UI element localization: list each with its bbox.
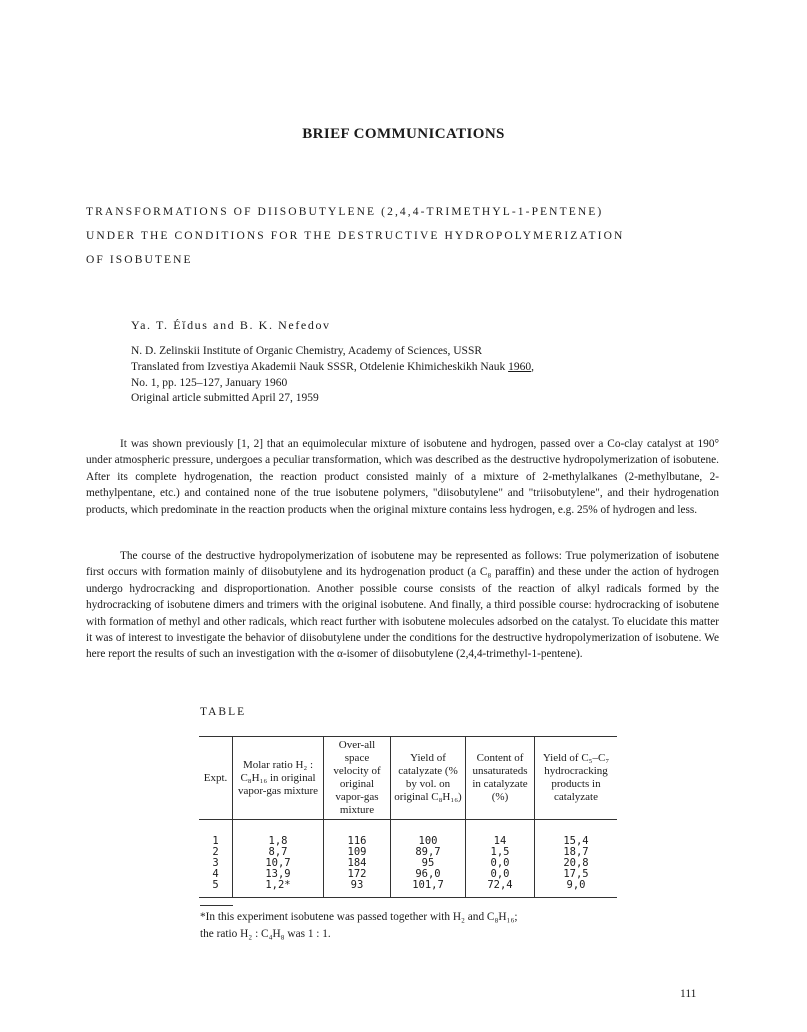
cell: 172 — [324, 869, 391, 880]
issue: No. 1, pp. 125–127, January 1960 — [131, 377, 288, 389]
results-table — [199, 736, 617, 898]
header-expt: Expt. — [199, 737, 233, 820]
cell: 14 — [466, 820, 535, 848]
cell: 100 — [391, 820, 466, 848]
header-space-velocity: Over-all space velocity of original vapor-gas mixture — [324, 737, 391, 820]
section-heading: BRIEF COMMUNICATIONS — [302, 126, 505, 142]
cell: 2 — [212, 846, 219, 858]
table-header-row — [199, 737, 617, 820]
cell: 3 — [212, 857, 219, 869]
header-hydrocracking-yield: Yield of C₅–C₇ hydrocracking products in catalyzate — [535, 737, 618, 820]
cell: 15,4 — [535, 820, 618, 848]
cell: 20,8 — [535, 858, 618, 869]
article-title-line-3: OF ISOBUTENE — [86, 254, 193, 266]
cell: 1,2* — [233, 880, 324, 898]
cell: 18,7 — [535, 847, 618, 858]
cell: 116 — [324, 820, 391, 848]
cell: 8,7 — [233, 847, 324, 858]
table-label: TABLE — [200, 706, 247, 718]
cell: 109 — [324, 847, 391, 858]
article-title-line-2: UNDER THE CONDITIONS FOR THE DESTRUCTIVE HYDROPOLYMERIZATION — [86, 230, 625, 242]
footnote-line-2: the ratio H₂ : C₄H₈ was 1 : 1. — [200, 928, 331, 940]
paragraph-2: The course of the destructive hydropolymerization of isobutene may be represented as follows: True polymerization of isobutene first occurs with formation mainly of diisobutylene and its hydrogenation product (a C₈ paraffin) and these under the action of hydrogen undergo hydrocracking and disproportionation. Another possible course consists of the reaction of alkyl radicals formed by the hydrocracking of isobutene dimers and trimers with the original isobutene. And finally, a third possible course: hydrocracking of isobutene with formation of methyl and other radicals, which react further with isobutene molecules adsorbed on the catalyst. To elucidate this matter it was of interest to investigate the behavior of diisobutylene under the conditions for the destructive hydropolymerization of isobutene. We here report the results of such an investigation with the α-isomer of diisobutylene (2,4,4-trimethyl-1-pentene). — [86, 550, 719, 661]
institute: N. D. Zelinskii Institute of Organic Chemistry, Academy of Sciences, USSR — [131, 345, 483, 357]
article-title-line-1: TRANSFORMATIONS OF DIISOBUTYLENE (2,4,4-TRIMETHYL-1-PENTENE) — [86, 206, 604, 218]
table-row — [199, 880, 617, 898]
cell: 1,8 — [233, 820, 324, 848]
translation-source: Translated from Izvestiya Akademii Nauk SSSR, Otdelenie Khimicheskikh Nauk 1960, — [131, 361, 534, 373]
table-row — [199, 869, 617, 880]
cell: 10,7 — [233, 858, 324, 869]
submission-date: Original article submitted April 27, 1959 — [131, 392, 319, 404]
cell: 89,7 — [391, 847, 466, 858]
cell: 1 — [212, 835, 219, 847]
table-row — [199, 847, 617, 858]
cell: 72,4 — [466, 880, 535, 898]
cell: 0,0 — [466, 858, 535, 869]
authors: Ya. T. Éĭdus and B. K. Nefedov — [131, 318, 331, 332]
cell: 93 — [324, 880, 391, 898]
table-row — [199, 858, 617, 869]
cell: 5 — [212, 879, 219, 891]
table-row — [199, 820, 617, 848]
header-molar-ratio: Molar ratio H₂ : C₈H₁₆ in original vapor-gas mixture — [233, 737, 324, 820]
paragraph-1: It was shown previously [1, 2] that an equimolecular mixture of isobutene and hydrogen, passed over a Co-clay catalyst at 190° under atmospheric pressure, undergoes a peculiar transformation, which was described as the destructive hydropolymerization of isobutene. After its complete hydrogenation, the reaction product consisted mainly of a mixture of 2-methylalkanes (2-methylbutane, 2-methylpentane, etc.) and contained none of the true isobutene polymers, "diisobutylene" and "triisobutylene", and their hydrogenation products, which predominate in the reaction products when the original mixture contains less hydrogen, e.g. 25% of hydrogen and less. — [86, 438, 719, 516]
cell: 13,9 — [233, 869, 324, 880]
header-unsaturateds: Content of unsaturateds in catalyzate (%) — [466, 737, 535, 820]
page-number: 111 — [680, 988, 697, 1000]
cell: 4 — [212, 868, 219, 880]
cell: 101,7 — [391, 880, 466, 898]
translated-from: Translated from Izvestiya Akademii Nauk SSSR, Otdelenie Khimicheskikh Nauk — [131, 361, 506, 373]
footnote-line-1: *In this experiment isobutene was passed together with H₂ and C₈H₁₆; — [200, 911, 518, 923]
cell: 9,0 — [535, 880, 618, 898]
cell: 95 — [391, 858, 466, 869]
header-yield-catalyzate: Yield of catalyzate (% by vol. on original C₈H₁₆) — [391, 737, 466, 820]
cell: 17,5 — [535, 869, 618, 880]
source-year: 1960 — [508, 361, 532, 373]
cell: 184 — [324, 858, 391, 869]
cell: 96,0 — [391, 869, 466, 880]
cell: 1,5 — [466, 847, 535, 858]
cell: 0,0 — [466, 869, 535, 880]
footnote-divider — [200, 905, 233, 906]
